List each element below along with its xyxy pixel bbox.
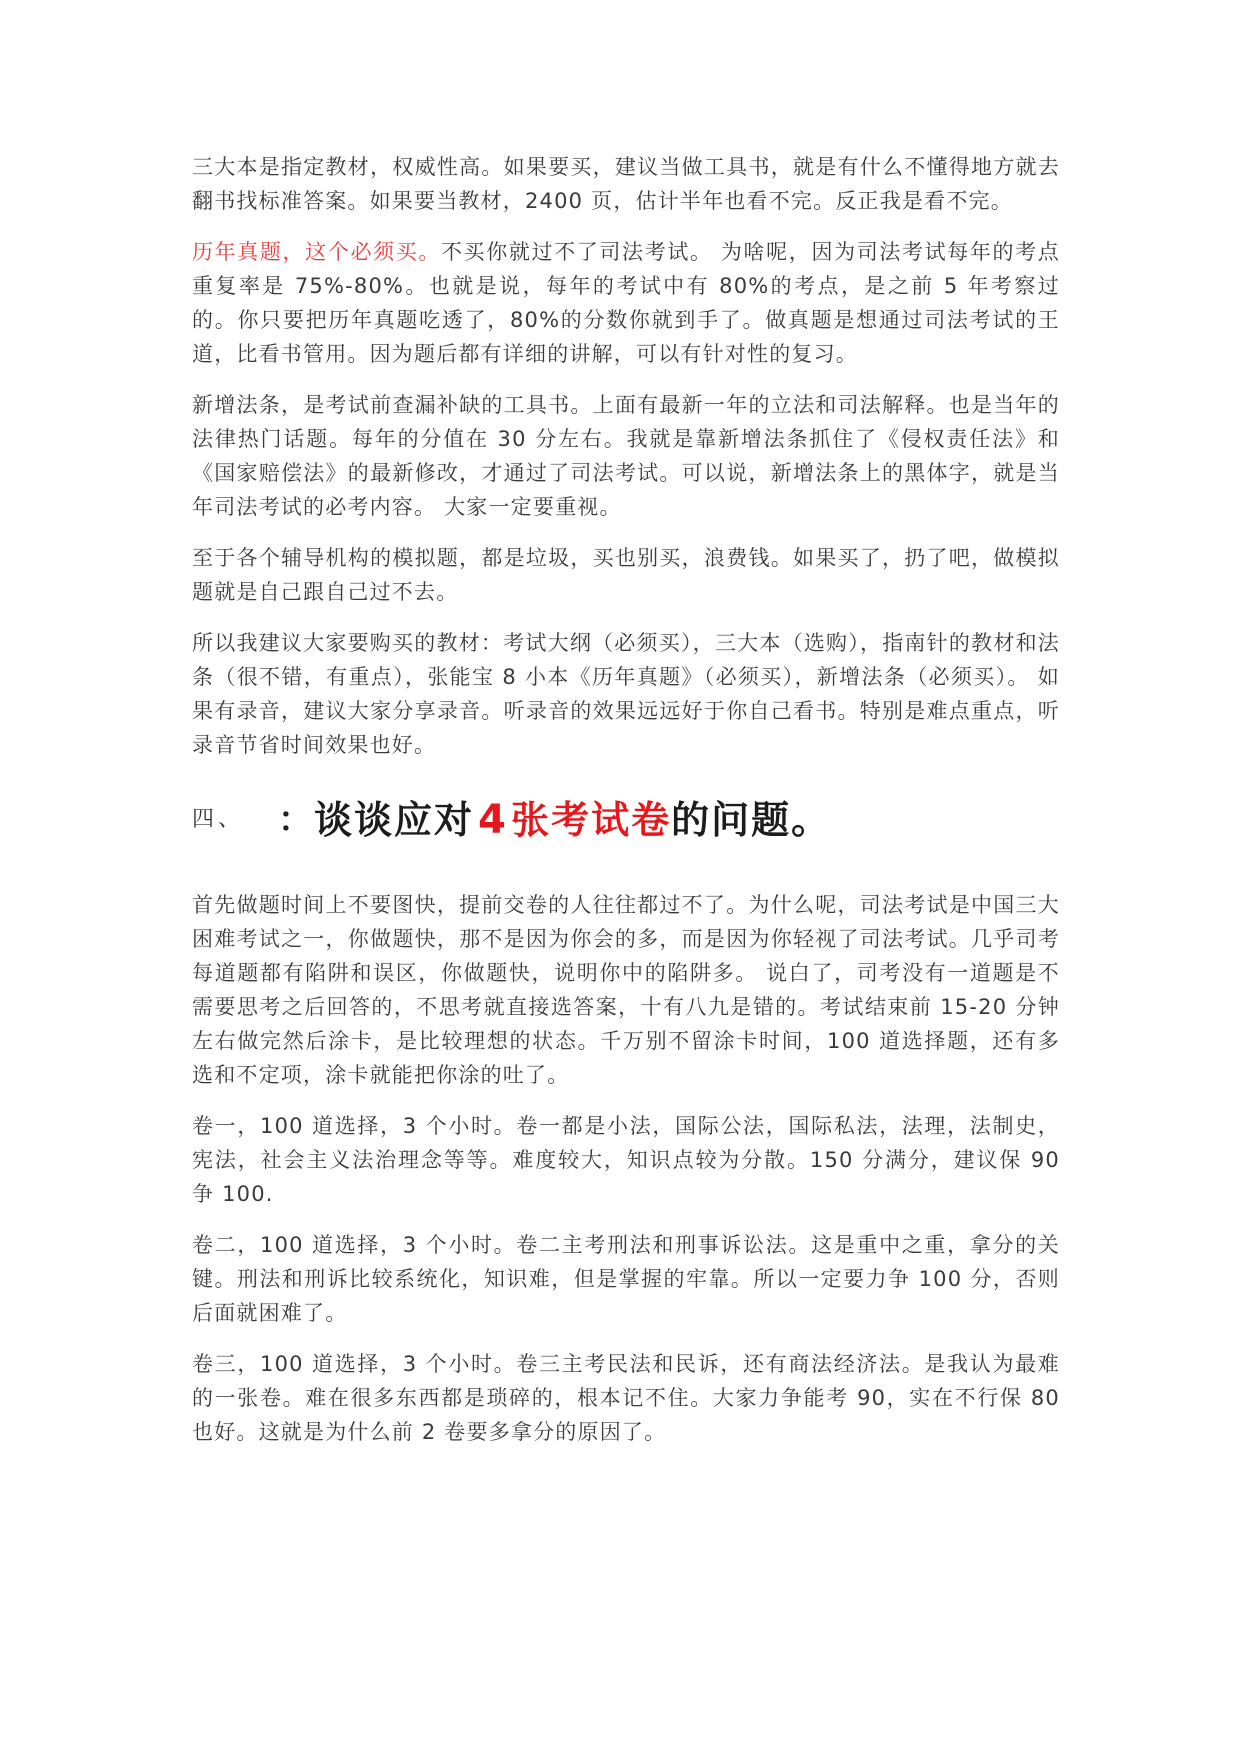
paragraph-mock-exams: 至于各个辅导机构的模拟题，都是垃圾，买也别买，浪费钱。如果买了，扔了吧，做模拟题就是自己跟自己过不去。 (192, 546, 1060, 604)
paragraph-paper-three: 卷三，100 道选择，3 个小时。卷三主考民法和民诉，还有商法经济法。是我认为最难的一张卷。难在很多东西都是琐碎的，根本记不住。大家力争能考 90，实在不行保 80 也好。这就是为什么前 2 卷要多拿分的原因了。 (192, 1352, 1060, 1444)
section-title-highlight: 张考试卷 (511, 798, 672, 842)
paragraph-past-exams (192, 235, 1060, 371)
section-number: 四、 (192, 807, 245, 832)
paragraph-paper-two: 卷二，100 道选择，3 个小时。卷二主考刑法和刑事诉讼法。这是重中之重，拿分的关键。刑法和刑诉比较系统化，知识难，但是掌握的牢靠。所以一定要力争 100 分，否则后面就困难了。 (192, 1233, 1060, 1325)
paragraph-past-exams-text: 不买你就过不了司法考试。 为啥呢，因为司法考试每年的考点重复率是 75%-80%。也就是说，每年的考试中有 80%的考点，是之前 5 年考察过的。你只要把历年真题吃透了，80%的分数你就到手了。做真题是想通过司法考试的王道，比看书管用。因为题后都有详细的讲解，可以有针对性的复习。 (192, 240, 1060, 366)
highlight-past-exams: 历年真题，这个必须买。 (192, 240, 441, 264)
paragraph-new-statutes: 新增法条，是考试前查漏补缺的工具书。上面有最新一年的立法和司法解释。也是当年的法律热门话题。每年的分值在 30 分左右。我就是靠新增法条抓住了《侵权责任法》和《国家赔偿法》的最新修改，才通过了司法考试。可以说，新增法条上的黑体字，就是当年司法考试的必考内容。 大家一定要重视。 (192, 393, 1060, 519)
section-title-number: 4 (478, 797, 508, 843)
section-heading (192, 790, 1060, 850)
section-colon: ： (278, 800, 314, 840)
section-title-part1: 谈谈应对 (314, 798, 475, 842)
paragraph-textbooks: 三大本是指定教材，权威性高。如果要买，建议当做工具书，就是有什么不懂得地方就去翻书找标准答案。如果要当教材，2400 页，估计半年也看不完。反正我是看不完。 (192, 155, 1060, 213)
paragraph-time-management: 首先做题时间上不要图快，提前交卷的人往往都过不了。为什么呢，司法考试是中国三大困难考试之一，你做题快，那不是因为你会的多，而是因为你轻视了司法考试。几乎司考每道题都有陷阱和误区，你做题快，说明你中的陷阱多。 说白了，司考没有一道题是不需要思考之后回答的，不思考就直接选答案，十有八九是错的。考试结束前 15-20 分钟左右做完然后涂卡，是比较理想的状态。千万别不留涂卡时间，100 道选择题，还有多选和不定项，涂卡就能把你涂的吐了。 (192, 893, 1060, 1087)
section-title-part3: 的问题。 (671, 798, 832, 842)
paragraph-paper-one: 卷一，100 道选择，3 个小时。卷一都是小法，国际公法，国际私法，法理，法制史，宪法，社会主义法治理念等等。难度较大，知识点较为分散。150 分满分，建议保 90 争 100. (192, 1114, 1060, 1206)
paragraph-recommended-materials: 所以我建议大家要购买的教材：考试大纲（必须买），三大本（选购），指南针的教材和法条（很不错，有重点），张能宝 8 小本《历年真题》（必须买），新增法条（必须买）。 如果有录音，建议大家分享录音。听录音的效果远远好于你自己看书。特别是难点重点，听录音节省时间效果也好。 (192, 631, 1060, 757)
document-body (192, 150, 1060, 1466)
